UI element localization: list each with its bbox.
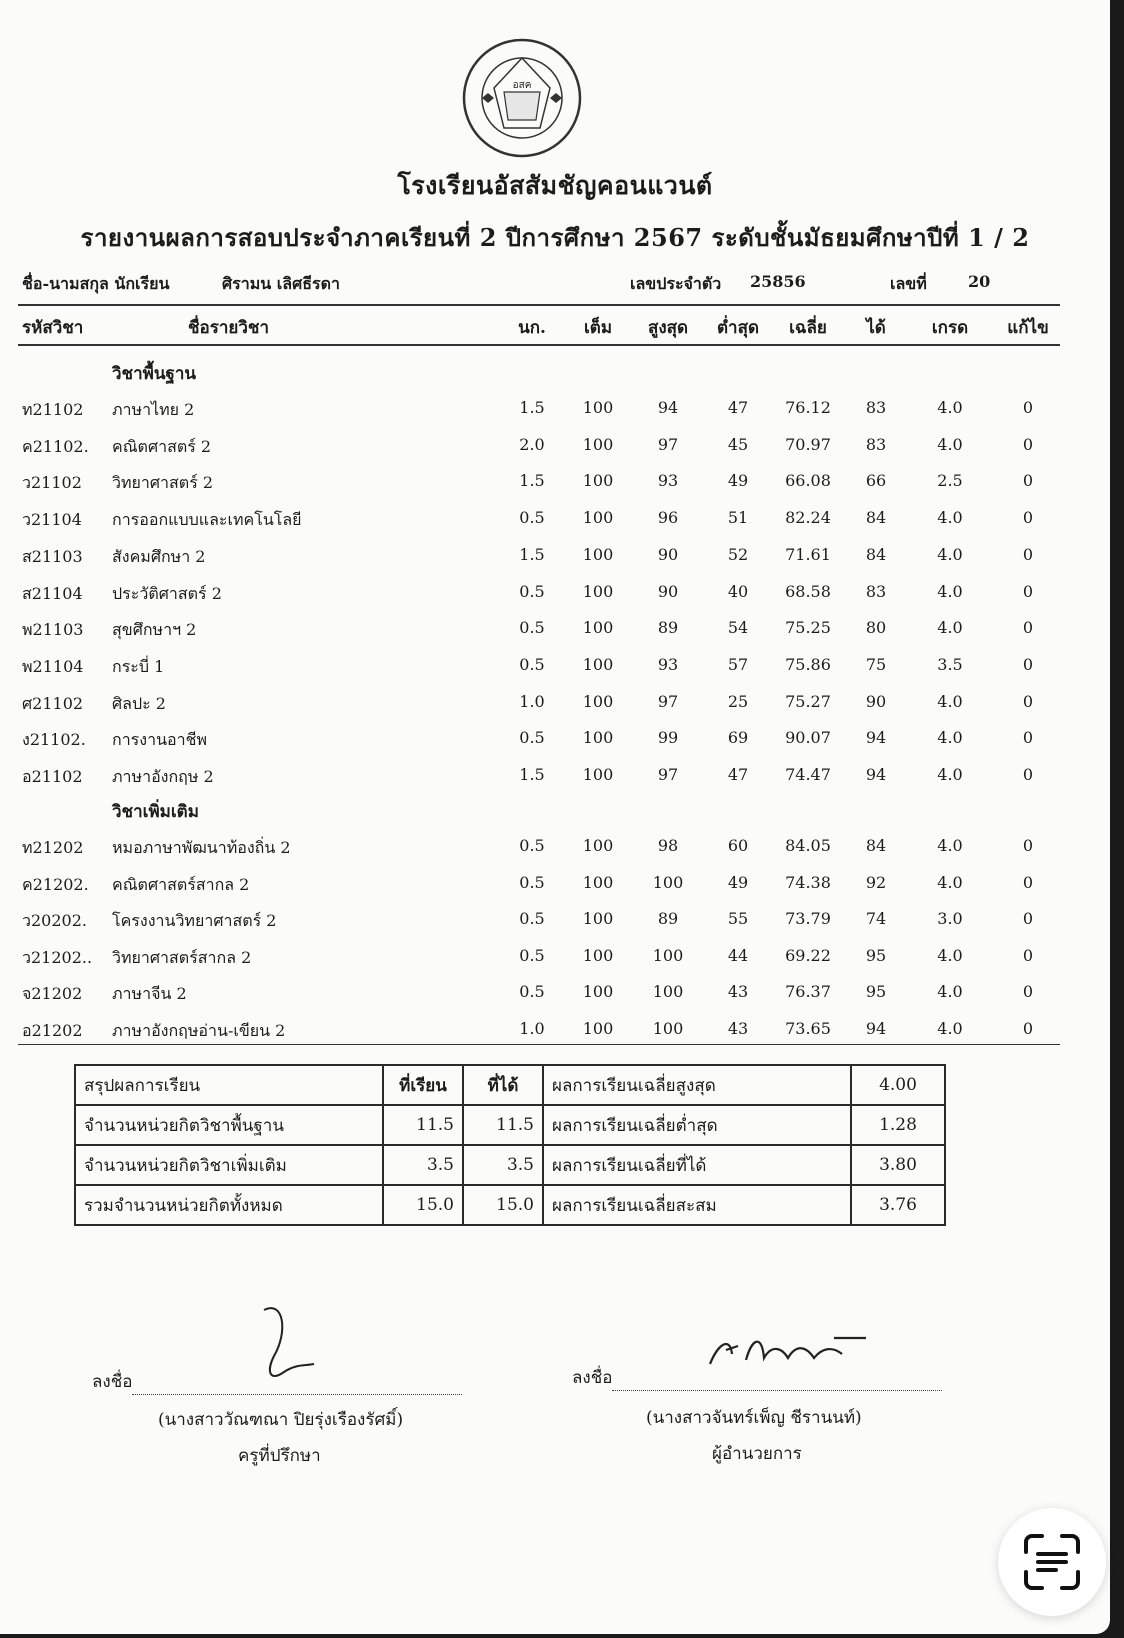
subject-max: 89	[657, 618, 679, 638]
credit-studied: 3.5	[383, 1145, 463, 1185]
subject-avg: 73.65	[785, 1018, 831, 1038]
subject-name: วิทยาศาสตร์สากล 2	[112, 947, 252, 967]
subject-min: 51	[727, 508, 749, 528]
director-sign-label: ลงชื่อ	[572, 1368, 613, 1388]
summary-col-studied: ที่เรียน	[383, 1065, 463, 1105]
subject-min: 47	[727, 765, 749, 784]
subject-full: 100	[582, 398, 614, 417]
school-name: โรงเรียนอัสสัมชัญคอนแวนต์	[397, 171, 713, 200]
subject-name: การงานอาชีพ	[112, 730, 207, 750]
subject-code: ท21102	[22, 400, 84, 419]
subject-fix: 0	[1022, 945, 1034, 965]
subject-credit: 1.5	[519, 398, 545, 417]
report-title: รายงานผลการสอบประจำภาคเรียนที่ 2 ปีการศึกษา 2567 ระดับชั้นมัธยมศึกษาปีที่ 1 / 2	[80, 223, 1030, 252]
subject-fix: 0	[1022, 544, 1034, 564]
subject-score: 74	[865, 909, 887, 928]
student-name-label: ชื่อ-นามสกุล นักเรียน	[22, 274, 170, 293]
subject-credit: 0.5	[519, 836, 545, 855]
header-score: ได้	[866, 318, 886, 338]
header-full: เต็ม	[583, 318, 613, 338]
subject-credit: 0.5	[519, 909, 545, 928]
subject-score: 83	[865, 581, 887, 601]
subject-name: วิทยาศาสตร์ 2	[112, 473, 214, 493]
subject-avg: 90.07	[785, 728, 831, 748]
subject-min: 40	[727, 581, 749, 601]
subject-row	[0, 582, 1110, 618]
subject-grade: 3.5	[937, 654, 963, 674]
subject-name: ประวัติศาสตร์ 2	[112, 583, 222, 603]
subject-grade: 4.0	[937, 945, 963, 965]
subject-full: 100	[582, 728, 614, 748]
header-bottom-rule	[18, 344, 1060, 346]
subject-grade: 2.5	[937, 471, 963, 491]
subject-credit: 1.5	[519, 544, 545, 564]
subject-max: 93	[657, 654, 679, 674]
subject-name: โครงงานวิทยาศาสตร์ 2	[112, 911, 277, 930]
subject-avg: 76.12	[785, 398, 831, 417]
credit-earned: 11.5	[463, 1105, 543, 1145]
subject-min: 49	[727, 471, 749, 491]
subject-score: 75	[865, 654, 887, 674]
subject-max: 100	[652, 1018, 684, 1038]
subject-score: 84	[865, 508, 887, 528]
subject-full: 100	[582, 945, 614, 965]
subject-fix: 0	[1022, 654, 1034, 674]
subject-code: ว21104	[22, 510, 82, 530]
subject-max: 98	[657, 836, 679, 855]
gpa-value: 1.28	[851, 1105, 945, 1145]
subject-row	[0, 692, 1110, 728]
header-name: ชื่อรายวิชา	[188, 318, 270, 338]
subject-code: ค21102.	[22, 436, 89, 456]
subject-code: ว21102	[22, 473, 82, 493]
subject-row	[0, 655, 1110, 691]
subject-name: ภาษาไทย 2	[112, 400, 195, 419]
subject-code: ค21202.	[22, 874, 89, 894]
credit-label: รวมจำนวนหน่วยกิตทั้งหมด	[75, 1185, 383, 1225]
table-bottom-rule	[18, 1044, 1060, 1045]
subject-code: พ21103	[22, 620, 84, 640]
subject-name: ศิลปะ 2	[112, 693, 166, 713]
subject-full: 100	[582, 471, 614, 491]
section-extra-heading: วิชาเพิ่มเติม	[112, 802, 199, 822]
subject-fix: 0	[1022, 581, 1034, 601]
summary-table	[74, 1064, 946, 1226]
director-name: (นางสาวจันทร์เพ็ญ ชีรานนท์)	[646, 1408, 862, 1428]
subject-credit: 0.5	[519, 945, 545, 965]
advisor-sign-label: ลงชื่อ	[92, 1372, 133, 1392]
subject-name: สุขศึกษาฯ 2	[112, 620, 197, 640]
subject-avg: 82.24	[785, 508, 831, 528]
subject-min: 25	[727, 691, 749, 711]
subject-min: 45	[727, 434, 749, 454]
summary-header-row	[75, 1065, 945, 1105]
subject-score: 83	[865, 398, 887, 417]
subject-avg: 66.08	[785, 471, 831, 491]
subject-max: 97	[657, 765, 679, 784]
subject-avg: 71.61	[785, 544, 831, 564]
subject-credit: 0.5	[519, 872, 545, 892]
subject-row	[0, 728, 1110, 764]
subject-full: 100	[582, 581, 614, 601]
gpa-value: 4.00	[851, 1065, 945, 1105]
subject-avg: 74.38	[785, 872, 831, 892]
subject-fix: 0	[1022, 471, 1034, 491]
subject-fix: 0	[1022, 434, 1034, 454]
subject-full: 100	[582, 508, 614, 528]
subject-avg: 75.25	[785, 618, 831, 638]
subject-max: 94	[657, 398, 679, 417]
text-scan-button[interactable]	[998, 1508, 1106, 1616]
subject-full: 100	[582, 872, 614, 892]
subject-avg: 84.05	[785, 836, 831, 855]
subject-max: 90	[657, 544, 679, 564]
subject-avg: 76.37	[785, 982, 831, 1001]
subject-row	[0, 982, 1110, 1018]
subject-row	[0, 873, 1110, 909]
subject-code: อ21202	[22, 1020, 83, 1040]
subject-code: จ21202	[22, 984, 83, 1003]
subject-avg: 73.79	[785, 909, 831, 928]
subject-score: 66	[865, 471, 887, 491]
subject-avg: 75.86	[785, 654, 831, 674]
header-avg: เฉลี่ย	[789, 318, 827, 338]
subject-code: ท21202	[22, 838, 84, 857]
gpa-label: ผลการเรียนเฉลี่ยที่ได้	[543, 1145, 851, 1185]
student-id-value: 25856	[750, 272, 806, 291]
subject-full: 100	[582, 765, 614, 784]
subject-min: 69	[727, 728, 749, 748]
subject-credit: 0.5	[519, 654, 545, 674]
student-name-value: ศิรามน เลิศธีรดา	[222, 274, 340, 293]
subject-fix: 0	[1022, 691, 1034, 711]
subject-code: อ21102	[22, 767, 83, 786]
credit-studied: 11.5	[383, 1105, 463, 1145]
credit-earned: 3.5	[463, 1145, 543, 1185]
advisor-sign-dots	[132, 1376, 462, 1395]
subject-score: 90	[865, 691, 887, 711]
subject-name: หมอภาษาพัฒนาท้องถิ่น 2	[112, 838, 291, 857]
subject-avg: 68.58	[785, 581, 831, 601]
subject-min: 49	[727, 872, 749, 892]
subject-min: 47	[727, 398, 749, 417]
credit-label: จำนวนหน่วยกิตวิชาเพิ่มเติม	[75, 1145, 383, 1185]
header-fix: แก้ไข	[1007, 318, 1049, 338]
subject-fix: 0	[1022, 1018, 1034, 1038]
subject-fix: 0	[1022, 765, 1034, 784]
subject-grade: 4.0	[937, 581, 963, 601]
subject-min: 43	[727, 982, 749, 1001]
director-role: ผู้อำนวยการ	[712, 1444, 802, 1464]
advisor-sign-line	[92, 1368, 462, 1395]
subject-score: 80	[865, 618, 887, 638]
subject-full: 100	[582, 982, 614, 1001]
subject-credit: 1.0	[519, 1018, 545, 1038]
credit-earned: 15.0	[463, 1185, 543, 1225]
header-min: ต่ำสุด	[716, 318, 759, 338]
subject-name: คณิตศาสตร์สากล 2	[112, 874, 250, 894]
subject-fix: 0	[1022, 618, 1034, 638]
subject-code: พ21104	[22, 656, 84, 676]
subject-grade: 4.0	[937, 618, 963, 638]
header-credit: นก.	[518, 318, 546, 338]
subject-min: 55	[727, 909, 749, 928]
advisor-name: (นางสาววัณฑณา ปิยรุ่งเรืองรัศมิ์)	[158, 1410, 404, 1430]
subject-score: 84	[865, 836, 887, 855]
subject-full: 100	[582, 691, 614, 711]
subject-row	[0, 435, 1110, 471]
subject-grade: 4.0	[937, 508, 963, 528]
subject-credit: 0.5	[519, 581, 545, 601]
subject-name: ภาษาอังกฤษ 2	[112, 767, 214, 786]
subject-grade: 4.0	[937, 765, 963, 784]
subject-name: ภาษาอังกฤษอ่าน-เขียน 2	[112, 1020, 286, 1040]
subject-full: 100	[582, 618, 614, 638]
subject-fix: 0	[1022, 728, 1034, 748]
subject-code: ง21102.	[22, 730, 86, 750]
subject-grade: 3.0	[937, 909, 963, 928]
student-no-value: 20	[968, 272, 991, 291]
subject-row	[0, 471, 1110, 507]
subject-fix: 0	[1022, 398, 1034, 417]
subject-score: 83	[865, 434, 887, 454]
subject-score: 84	[865, 544, 887, 564]
advisor-role: ครูที่ปรึกษา	[238, 1446, 321, 1466]
subject-max: 97	[657, 434, 679, 454]
subject-name: กระบี่ 1	[112, 656, 165, 676]
subject-grade: 4.0	[937, 728, 963, 748]
svg-text:อสค: อสค	[512, 80, 532, 91]
subject-fix: 0	[1022, 909, 1034, 928]
subject-credit: 1.5	[519, 765, 545, 784]
subject-full: 100	[582, 434, 614, 454]
subject-full: 100	[582, 544, 614, 564]
subject-grade: 4.0	[937, 434, 963, 454]
subject-max: 99	[657, 728, 679, 748]
subject-grade: 4.0	[937, 872, 963, 892]
header-max: สูงสุด	[647, 318, 689, 338]
subject-max: 97	[657, 691, 679, 711]
summary-row	[75, 1105, 945, 1145]
subject-full: 100	[582, 1018, 614, 1038]
subject-score: 94	[865, 1018, 887, 1038]
credit-studied: 15.0	[383, 1185, 463, 1225]
header-grade: เกรด	[931, 318, 969, 338]
header-code: รหัสวิชา	[22, 318, 84, 338]
subject-avg: 75.27	[785, 691, 831, 711]
subject-grade: 4.0	[937, 398, 963, 417]
subject-row	[0, 508, 1110, 544]
subject-min: 60	[727, 836, 749, 855]
subject-row	[0, 909, 1110, 945]
subject-max: 100	[652, 982, 684, 1001]
subject-credit: 1.0	[519, 691, 545, 711]
subject-min: 57	[727, 654, 749, 674]
gpa-label: ผลการเรียนเฉลี่ยสูงสุด	[543, 1065, 851, 1105]
subject-min: 54	[727, 618, 749, 638]
subject-min: 44	[727, 945, 749, 965]
gpa-label: ผลการเรียนเฉลี่ยสะสม	[543, 1185, 851, 1225]
school-seal-icon	[460, 36, 584, 160]
subject-score: 94	[865, 765, 887, 784]
subject-grade: 4.0	[937, 691, 963, 711]
subject-row	[0, 1019, 1110, 1055]
subject-credit: 2.0	[519, 434, 545, 454]
subject-full: 100	[582, 836, 614, 855]
subject-score: 92	[865, 872, 887, 892]
student-id-label: เลขประจำตัว	[630, 274, 722, 293]
subject-row	[0, 836, 1110, 872]
subject-grade: 4.0	[937, 544, 963, 564]
subject-name: คณิตศาสตร์ 2	[112, 436, 212, 456]
subject-max: 89	[657, 909, 679, 928]
subject-max: 100	[652, 872, 684, 892]
subject-row	[0, 398, 1110, 434]
subject-full: 100	[582, 909, 614, 928]
subject-code: ส21103	[22, 546, 83, 566]
subject-fix: 0	[1022, 836, 1034, 855]
subject-min: 52	[727, 544, 749, 564]
gpa-value: 3.76	[851, 1185, 945, 1225]
subject-avg: 69.22	[785, 945, 831, 965]
credit-label: จำนวนหน่วยกิตวิชาพื้นฐาน	[75, 1105, 383, 1145]
summary-row	[75, 1185, 945, 1225]
subject-row	[0, 618, 1110, 654]
subject-code: ศ21102	[22, 693, 84, 713]
subject-row	[0, 946, 1110, 982]
subject-name: การออกแบบและเทคโนโลยี	[112, 510, 302, 530]
header-top-rule	[18, 304, 1060, 306]
subject-code: ว21202..	[22, 947, 93, 967]
subject-fix: 0	[1022, 982, 1034, 1001]
subject-max: 90	[657, 581, 679, 601]
subject-credit: 1.5	[519, 471, 545, 491]
subject-code: ว20202.	[22, 911, 87, 930]
subject-avg: 74.47	[785, 765, 831, 784]
subject-max: 96	[657, 508, 679, 528]
subject-grade: 4.0	[937, 1018, 963, 1038]
section-basic-heading: วิชาพื้นฐาน	[112, 364, 197, 384]
subject-fix: 0	[1022, 508, 1034, 528]
subject-max: 100	[652, 945, 684, 965]
summary-col-earned: ที่ได้	[463, 1065, 543, 1105]
subject-score: 95	[865, 945, 887, 965]
subject-credit: 0.5	[519, 618, 545, 638]
subject-fix: 0	[1022, 872, 1034, 892]
student-no-label: เลขที่	[890, 274, 927, 293]
subject-name: ภาษาจีน 2	[112, 984, 187, 1003]
subject-row	[0, 545, 1110, 581]
text-scan-icon	[998, 1508, 1106, 1616]
summary-row	[75, 1145, 945, 1185]
gpa-value: 3.80	[851, 1145, 945, 1185]
subject-credit: 0.5	[519, 728, 545, 748]
subject-max: 93	[657, 471, 679, 491]
subject-name: สังคมศึกษา 2	[112, 546, 206, 566]
subject-row	[0, 765, 1110, 801]
subject-score: 95	[865, 982, 887, 1001]
director-sign-dots	[612, 1372, 942, 1391]
subject-score: 94	[865, 728, 887, 748]
director-sign-line	[572, 1364, 942, 1391]
subject-credit: 0.5	[519, 508, 545, 528]
subject-avg: 70.97	[785, 434, 831, 454]
gpa-label: ผลการเรียนเฉลี่ยต่ำสุด	[543, 1105, 851, 1145]
subject-full: 100	[582, 654, 614, 674]
summary-title: สรุปผลการเรียน	[75, 1065, 383, 1105]
subject-grade: 4.0	[937, 982, 963, 1001]
subject-min: 43	[727, 1018, 749, 1038]
subject-grade: 4.0	[937, 836, 963, 855]
subject-code: ส21104	[22, 583, 83, 603]
subject-credit: 0.5	[519, 982, 545, 1001]
